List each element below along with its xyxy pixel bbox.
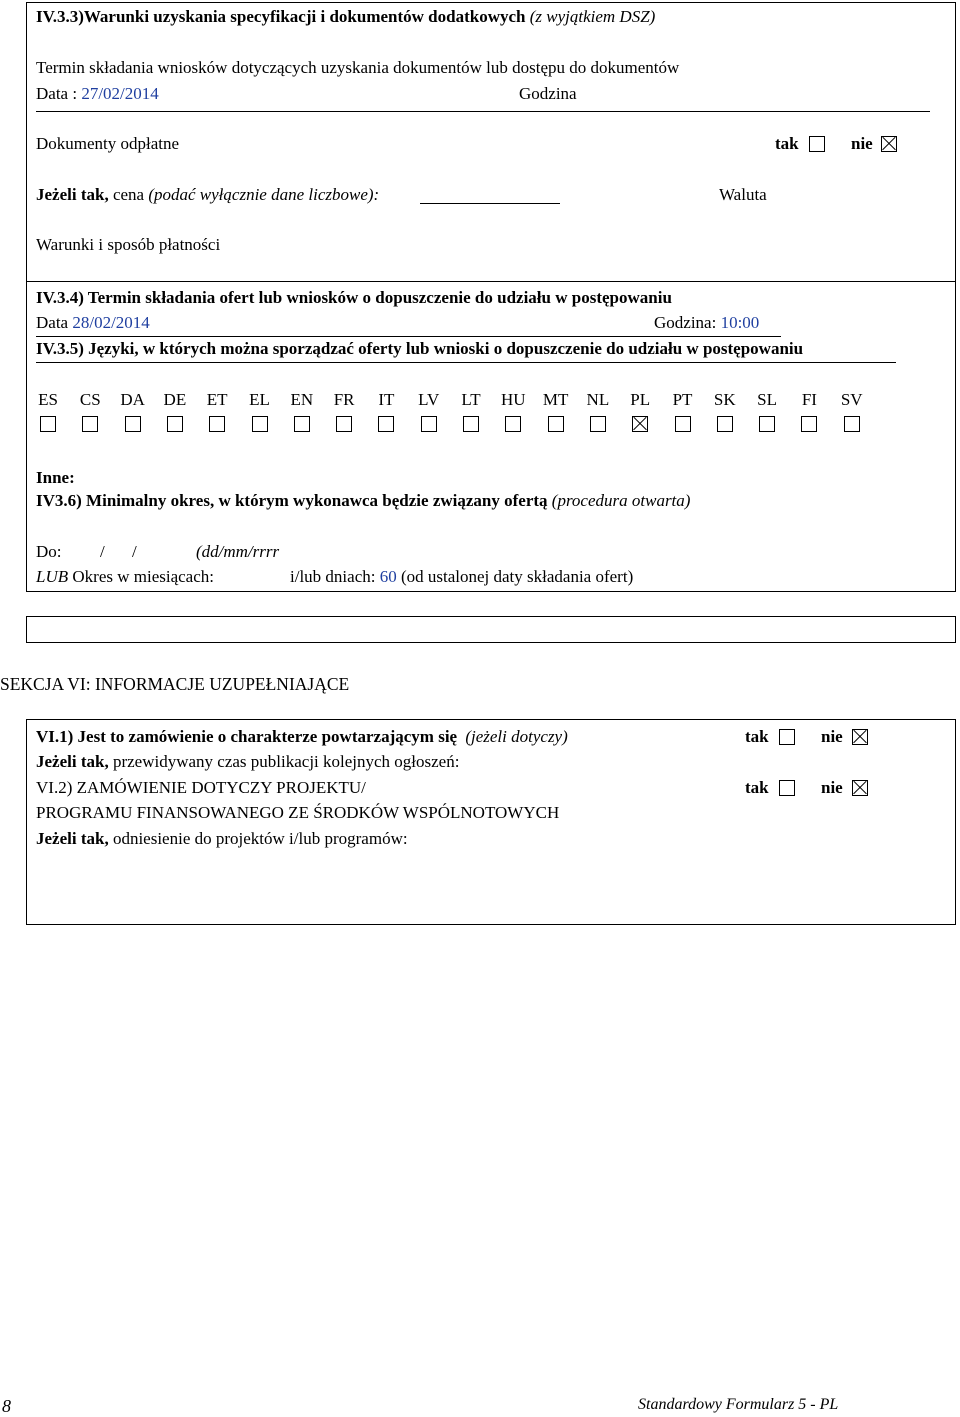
lang-checkbox-es[interactable] xyxy=(40,416,56,432)
s334-divider xyxy=(36,336,781,337)
s333-deadline-label: Termin składania wniosków dotyczących uzyskania dokumentów lub dostępu do dokumentów xyxy=(36,58,680,77)
s335-other-label: Inne: xyxy=(36,468,75,487)
section-vi-heading: SEKCJA VI: INFORMACJE UZUPEŁNIAJĄCE xyxy=(0,674,350,694)
lang-checkbox-pl[interactable] xyxy=(632,416,648,432)
s333-currency-label: Waluta xyxy=(719,185,767,204)
empty-field-box[interactable] xyxy=(26,616,956,643)
s333-price-row xyxy=(36,185,379,205)
lang-checkbox-et[interactable] xyxy=(209,416,225,432)
s333-if-yes: Jeżeli tak, xyxy=(36,185,109,204)
s336-title-italic: (procedura otwarta) xyxy=(551,491,691,510)
s333-title xyxy=(36,7,655,27)
lang-label-nl: NL xyxy=(586,390,610,409)
vi2-tak-label: tak xyxy=(745,778,769,797)
lang-checkbox-en[interactable] xyxy=(294,416,310,432)
lang-checkbox-mt[interactable] xyxy=(548,416,564,432)
lang-label-el: EL xyxy=(249,390,270,409)
s336-days-value: 60 xyxy=(379,567,397,586)
vi1-if-yes-rest: przewidywany czas publikacji kolejnych ogłoszeń: xyxy=(112,752,460,771)
vi2-tak-checkbox[interactable] xyxy=(779,780,795,796)
s336-date-format: (dd/mm/rrrr xyxy=(196,542,280,561)
lang-label-lv: LV xyxy=(418,390,440,409)
vi2-title-line2: PROGRAMU FINANSOWANEGO ZE ŚRODKÓW WSPÓLNOTOWYCH xyxy=(36,803,560,822)
s333-tak-label: tak xyxy=(775,134,799,153)
s334-godzina-label: Godzina: xyxy=(654,313,717,332)
lang-label-es: ES xyxy=(38,390,58,409)
lang-checkbox-nl[interactable] xyxy=(590,416,606,432)
lang-label-sk: SK xyxy=(713,390,736,409)
lang-checkbox-hu[interactable] xyxy=(505,416,521,432)
s336-title xyxy=(36,491,690,511)
vi1-tak-checkbox[interactable] xyxy=(779,729,795,745)
s333-bottom-rule xyxy=(26,281,956,282)
lang-checkbox-pt[interactable] xyxy=(675,416,691,432)
s334-data-value: 28/02/2014 xyxy=(72,313,150,332)
lang-label-sl: SL xyxy=(757,390,778,409)
lang-label-hu: HU xyxy=(501,390,526,409)
vi1-title: VI.1) Jest to zamówienie o charakterze powtarzającym się xyxy=(36,727,458,746)
lang-label-it: IT xyxy=(378,390,395,409)
s333-data-value: 27/02/2014 xyxy=(81,84,159,103)
s333-divider xyxy=(36,111,930,112)
lang-checkbox-lt[interactable] xyxy=(463,416,479,432)
s333-paid-docs-label: Dokumenty odpłatne xyxy=(36,134,180,153)
vi2-title-line1: VI.2) ZAMÓWIENIE DOTYCZY PROJEKTU/ xyxy=(36,778,366,797)
s334-date-row xyxy=(36,313,150,333)
s333-title-italic: (z wyjątkiem DSZ) xyxy=(529,7,656,26)
lang-checkbox-it[interactable] xyxy=(378,416,394,432)
lang-checkbox-cs[interactable] xyxy=(82,416,98,432)
s335-divider xyxy=(36,362,896,363)
lang-label-pl: PL xyxy=(630,390,651,409)
lang-checkbox-fi[interactable] xyxy=(801,416,817,432)
vi2-nie-checkbox-checked[interactable] xyxy=(852,780,868,796)
s336-slash-2: / xyxy=(132,542,137,561)
s336-days-row xyxy=(290,567,633,587)
lang-checkbox-da[interactable] xyxy=(125,416,141,432)
lang-label-pt: PT xyxy=(672,390,693,409)
s333-nie-label: nie xyxy=(851,134,873,153)
s333-godzina-label: Godzina xyxy=(519,84,577,103)
s333-date-row xyxy=(36,84,159,104)
s333-price-hint: (podać wyłącznie dane liczbowe): xyxy=(148,185,380,204)
s334-godzina-value: 10:00 xyxy=(720,313,760,332)
vi1-row xyxy=(36,727,568,747)
lang-checkbox-sv[interactable] xyxy=(844,416,860,432)
lang-label-de: DE xyxy=(163,390,187,409)
vi1-nie-checkbox-checked[interactable] xyxy=(852,729,868,745)
s335-title: IV.3.5) Języki, w których można sporządzać oferty lub wnioski o dopuszczenie do udziału w postępowaniu xyxy=(36,339,804,358)
s333-data-label: Data : xyxy=(36,84,78,103)
vi2-if-yes: Jeżeli tak, xyxy=(36,829,109,848)
lang-checkbox-el[interactable] xyxy=(252,416,268,432)
vi2-if-yes-rest: odniesienie do projektów i/lub programów: xyxy=(112,829,408,848)
page-number: 8 xyxy=(2,1396,11,1416)
lang-checkbox-lv[interactable] xyxy=(421,416,437,432)
lang-checkbox-sl[interactable] xyxy=(759,416,775,432)
vi1-if-yes-row xyxy=(36,752,459,772)
lang-label-et: ET xyxy=(206,390,228,409)
s333-price-label: cena xyxy=(112,185,145,204)
vi1-nie-label: nie xyxy=(821,727,843,746)
s336-lub: LUB xyxy=(36,567,69,586)
lang-label-en: EN xyxy=(290,390,314,409)
s336-months-label: Okres w miesiącach: xyxy=(72,567,214,586)
s333-tak-checkbox[interactable] xyxy=(809,136,825,152)
s336-period-row xyxy=(36,567,214,587)
lang-checkbox-sk[interactable] xyxy=(717,416,733,432)
s334-time-row xyxy=(654,313,759,333)
s336-do-label: Do: xyxy=(36,542,62,561)
s334-data-label: Data xyxy=(36,313,69,332)
s334-title: IV.3.4) Termin składania ofert lub wniosków o dopuszczenie do udziału w postępowaniu xyxy=(36,288,672,307)
s336-days-note: (od ustalonej daty składania ofert) xyxy=(400,567,634,586)
vi2-if-yes-row xyxy=(36,829,408,849)
vi2-nie-label: nie xyxy=(821,778,843,797)
s333-nie-checkbox-checked[interactable] xyxy=(881,136,897,152)
lang-label-cs: CS xyxy=(79,390,101,409)
lang-checkbox-de[interactable] xyxy=(167,416,183,432)
vi1-hint: (jeżeli dotyczy) xyxy=(465,727,568,746)
vi1-if-yes: Jeżeli tak, xyxy=(36,752,109,771)
lang-checkbox-fr[interactable] xyxy=(336,416,352,432)
s336-slash-1: / xyxy=(100,542,105,561)
lang-label-mt: MT xyxy=(542,390,569,409)
s333-price-field[interactable] xyxy=(420,203,560,204)
vi1-tak-label: tak xyxy=(745,727,769,746)
lang-label-fr: FR xyxy=(333,390,355,409)
lang-label-sv: SV xyxy=(840,390,863,409)
form-name: Standardowy Formularz 5 - PL xyxy=(638,1396,839,1413)
s336-title-bold: IV3.6) Minimalny okres, w którym wykonawca będzie związany ofertą xyxy=(36,491,548,510)
lang-label-lt: LT xyxy=(461,390,481,409)
s333-payment-label: Warunki i sposób płatności xyxy=(36,235,221,254)
s333-title-bold: IV.3.3)Warunki uzyskania specyfikacji i dokumentów dodatkowych xyxy=(36,7,526,26)
lang-label-da: DA xyxy=(120,390,145,409)
s336-days-label: i/lub dniach: xyxy=(290,567,376,586)
lang-label-fi: FI xyxy=(801,390,817,409)
